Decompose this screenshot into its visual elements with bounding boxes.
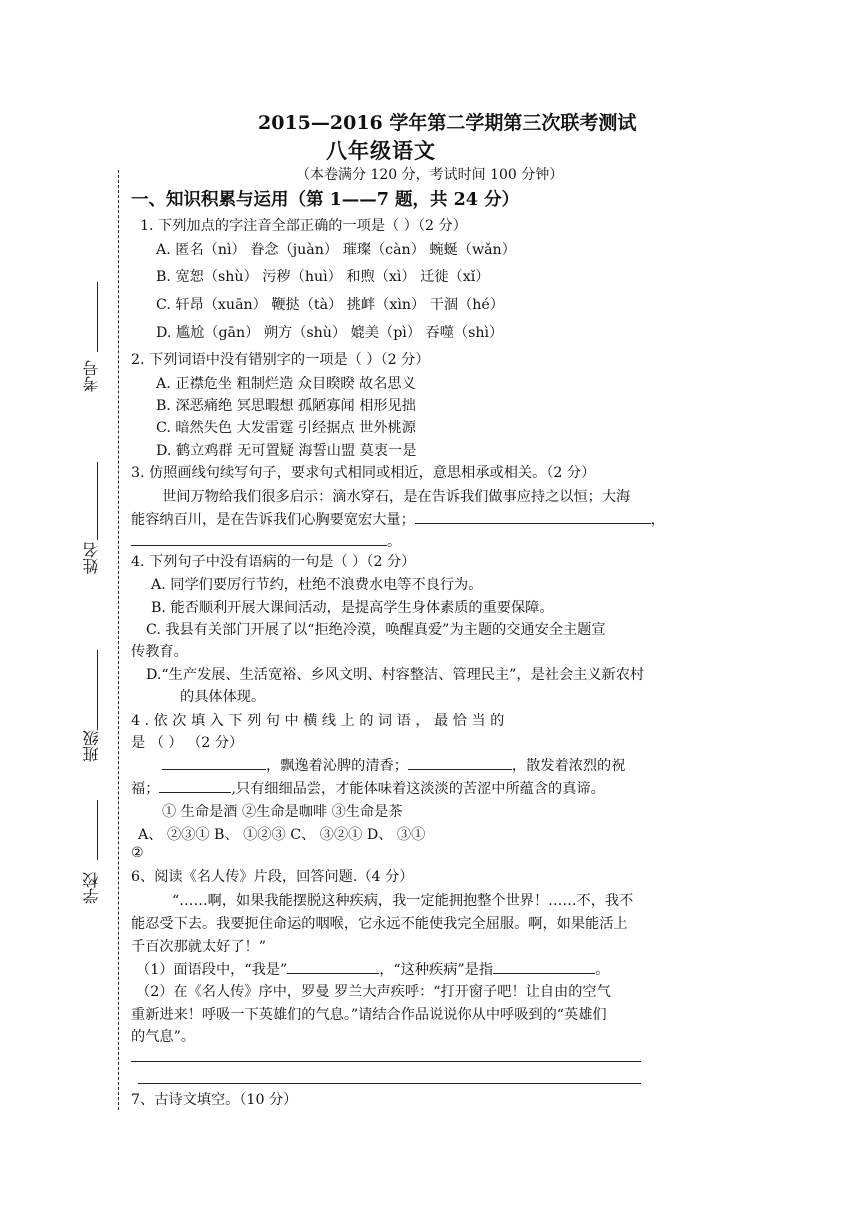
q5-line-1-text-a: ，飘逸着沁脾的清香； xyxy=(266,758,408,774)
exam-subtitle: 八年级语文 xyxy=(326,138,436,163)
q1-option-b: B. 宽恕（shù） 污秽（huì） 和煦（xì） 迁徙（xǐ） xyxy=(156,269,490,285)
q4-option-c-1: C. 我县有关部门开展了以“拒绝冷漠，唤醒真爱”为主题的交通安全主题宣 xyxy=(146,622,606,638)
q6-blank-2[interactable] xyxy=(493,959,595,974)
exam-title: 2015—2016 学年第二学期第三次联考测试 xyxy=(258,112,637,134)
q5-line-2-text-a: 福； xyxy=(131,781,160,797)
q6-sub-1-text-a: （1）面语段中，“我是” xyxy=(136,962,288,978)
exam-no-label: 考号 xyxy=(82,360,101,392)
q6-blank-1[interactable] xyxy=(287,959,379,974)
q5-stem-2: 是 （ ） （2 分） xyxy=(131,735,244,751)
q4-option-c-2: 传教育。 xyxy=(131,644,188,660)
name-line xyxy=(97,462,98,540)
q5-blank-1[interactable] xyxy=(162,755,266,770)
q2-option-c: C. 暗然失色 大发雷霆 引经据点 世外桃源 xyxy=(156,420,416,436)
q2-option-d: D. 鹤立鸡群 无可置疑 海誓山盟 莫衷一是 xyxy=(156,443,417,459)
q1-stem: 1. 下列加点的字注音全部正确的一项是（ ）（2 分） xyxy=(140,218,467,234)
q2-stem: 2. 下列词语中没有错别字的一项是（ ）（2 分） xyxy=(131,352,430,368)
q3-line-3 xyxy=(131,531,401,551)
q3-stem: 3. 仿照画线句续写句子，要求句式相同或相近，意思相承或相关。（2 分） xyxy=(131,465,596,481)
q5-line-2-text-b: ,只有细细品尝，才能体味着这淡淡的苦涩中所蕴含的真谛。 xyxy=(231,781,605,797)
name-label: 姓名 xyxy=(82,542,101,574)
q3-comma: ， xyxy=(650,512,665,528)
q5-choice-wrap: ② xyxy=(131,845,144,861)
q3-period: 。 xyxy=(387,534,402,550)
q6-sub-2-2: 重新进来！呼吸一下英雄们的气息。”请结合作品说说你从中呼吸到的“英雄们 xyxy=(131,1007,607,1023)
exam-no-line xyxy=(97,282,98,352)
q5-blank-2[interactable] xyxy=(408,755,512,770)
q6-sub-2-3: 的气息”。 xyxy=(131,1029,196,1045)
q4-option-d-2: 的具体体现。 xyxy=(180,689,266,705)
q5-stem-1: 4 . 依 次 填 入 下 列 句 中 横 线 上 的 词 语 ， 最 恰 当 的 xyxy=(131,713,505,729)
class-line xyxy=(97,650,98,730)
q6-stem: 6、阅读《名人传》片段，回答问题.（4 分） xyxy=(131,869,414,885)
q1-option-d: D. 尴尬（gān） 朔方（shù） 媲美（pì） 吞噬（shì） xyxy=(156,325,504,341)
q6-passage-3: 千百次那就太好了！” xyxy=(131,939,266,955)
q7-stem: 7、古诗文填空。（10 分） xyxy=(131,1092,298,1108)
q4-option-d-1: D.“生产发展、生活宽裕、乡风文明、村容整洁、管理民主”，是社会主义新农村 xyxy=(146,667,645,683)
q4-option-b: B. 能否顺利开展大课间活动，是提高学生身体素质的重要保障。 xyxy=(151,600,554,616)
q4-option-a: A. 同学们要厉行节约，杜绝不浪费水电等不良行为。 xyxy=(151,577,483,593)
exam-note: （本卷满分 120 分，考试时间 100 分钟） xyxy=(296,167,564,183)
q6-sub-1-text-c: 。 xyxy=(595,962,610,978)
q2-option-a: A. 正襟危坐 粗制烂造 众目睽睽 故名思义 xyxy=(156,376,416,392)
q3-line-2-text: 能容纳百川，是在告诉我们心胸要宽宏大量； xyxy=(131,512,415,528)
binding-dashed-line xyxy=(118,170,119,1110)
q6-sub-2-1: （2）在《名人传》序中，罗曼 罗兰大声疾呼：“打开窗子吧！让自由的空气 xyxy=(136,984,611,1000)
section-heading: 一、知识积累与运用（第 1——7 题，共 24 分） xyxy=(131,190,520,210)
q6-answer-line-2[interactable] xyxy=(138,1083,641,1084)
q6-sub-1 xyxy=(136,959,609,979)
q5-line-2 xyxy=(131,778,605,798)
q6-sub-1-text-b: ，“这种疾病”是指 xyxy=(379,962,494,978)
q5-line-1-text-b: ，散发着浓烈的祝 xyxy=(511,758,626,774)
q3-line-2 xyxy=(131,509,665,529)
q6-passage-2: 能忍受下去。我要扼住命运的咽喉，它永远不能使我完全屈服。啊，如果能活上 xyxy=(131,916,628,932)
school-line xyxy=(97,800,98,860)
q5-line-1 xyxy=(162,755,625,775)
class-label: 班级 xyxy=(82,730,101,762)
q6-answer-line-1[interactable] xyxy=(131,1061,641,1062)
q5-choices: A、 ②③① B、 ①②③ C、 ③②① D、 ③① xyxy=(138,827,426,843)
q4-stem: 4. 下列句子中没有语病的一句是（ ）（2 分） xyxy=(131,554,416,570)
school-label: 学校 xyxy=(82,872,101,904)
q3-line-1: 世间万物给我们很多启示：滴水穿石，是在告诉我们做事应持之以恒；大海 xyxy=(162,489,631,505)
q6-passage-1: “……啊，如果我能摆脱这种疾病，我一定能拥抱整个世界！……不，我不 xyxy=(172,893,634,909)
q1-option-c: C. 轩昂（xuān） 鞭挞（tà） 挑衅（xìn） 干涸（hé） xyxy=(156,297,505,313)
q3-blank-2[interactable] xyxy=(131,531,387,546)
q5-blank-3[interactable] xyxy=(159,778,231,793)
q5-options-text: ① 生命是酒 ②生命是咖啡 ③生命是茶 xyxy=(162,804,403,820)
q3-blank-1[interactable] xyxy=(415,509,651,524)
q1-option-a: A. 匿名（nì） 眷念（juàn） 璀璨（càn） 蜿蜒（wǎn） xyxy=(156,242,516,258)
q2-option-b: B. 深恶痛绝 冥思暇想 孤陋寡闻 相形见拙 xyxy=(156,398,416,414)
